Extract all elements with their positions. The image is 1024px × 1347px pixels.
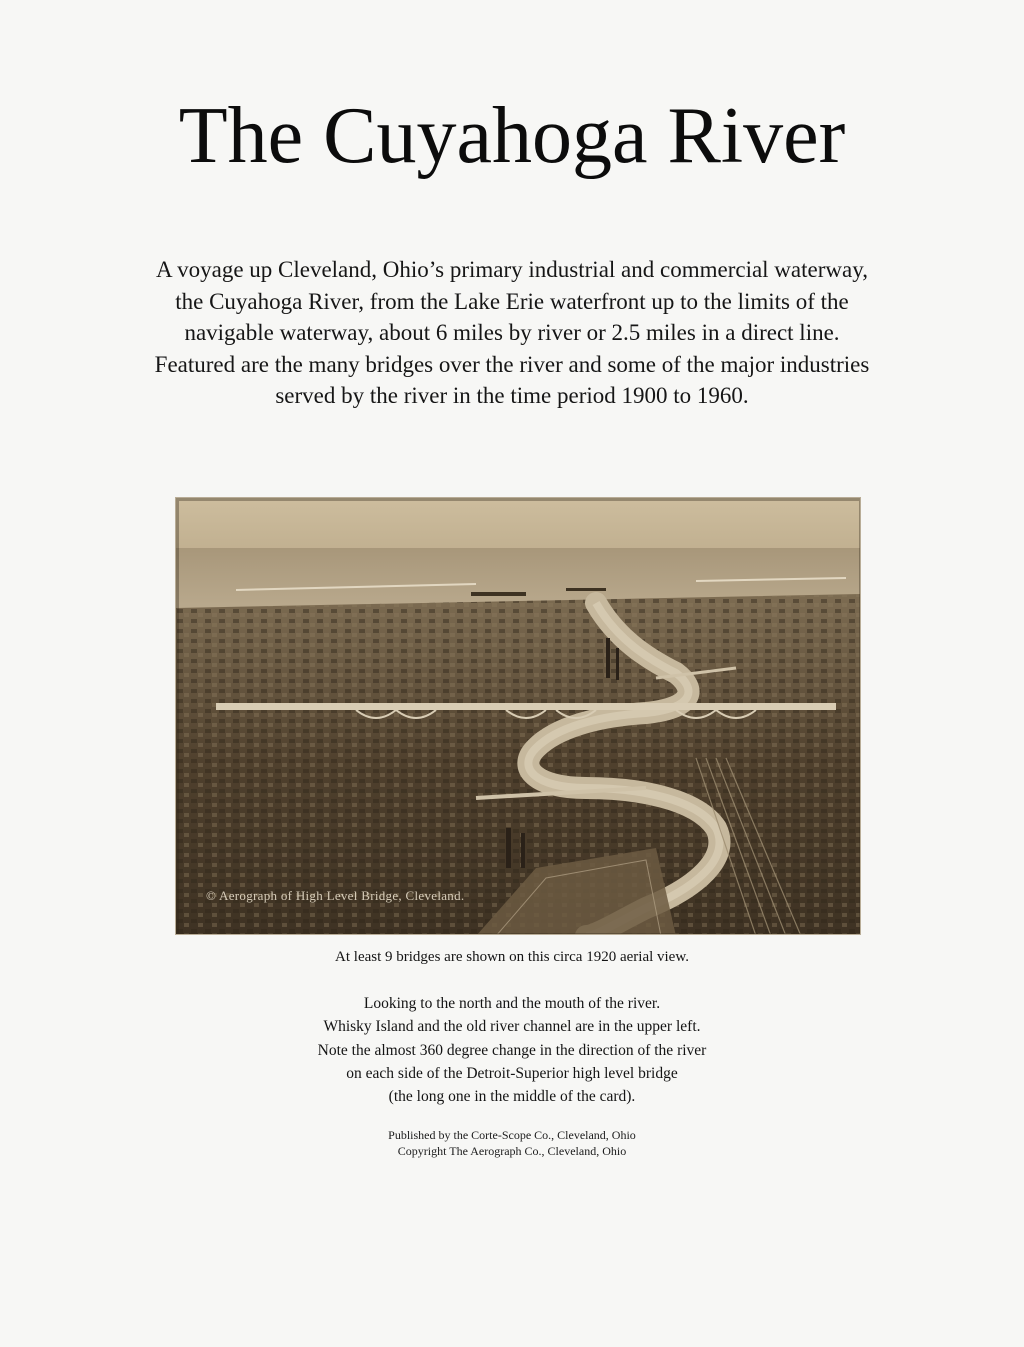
photo-description — [0, 992, 1024, 1108]
intro-line: served by the river in the time period 1900 to 1960. — [275, 383, 749, 408]
intro-line: Featured are the many bridges over the river and some of the major industries — [154, 351, 870, 377]
intro-line: A voyage up Cleveland, Ohio’s primary industrial and commercial waterway, — [156, 257, 868, 282]
description-line: on each side of the Detroit-Superior high level bridge — [346, 1064, 678, 1082]
description-line: Whisky Island and the old river channel are in the upper left. — [323, 1018, 701, 1036]
description-line: Looking to the north and the mouth of the river. — [363, 995, 661, 1012]
ship — [471, 592, 526, 596]
credit-line: Copyright The Aerograph Co., Cleveland, Ohio — [397, 1144, 627, 1158]
description-line: (the long one in the middle of the card). — [388, 1088, 636, 1106]
high-level-bridge — [216, 703, 836, 710]
ship — [566, 588, 606, 591]
aerial-photo-illustration — [176, 498, 861, 935]
description-line: Note the almost 360 degree change in the direction of the river — [317, 1041, 707, 1059]
intro-line: the Cuyahoga River, from the Lake Erie waterfront up to the limits of the — [175, 288, 849, 314]
page-title: The Cuyahoga River — [178, 92, 846, 180]
publisher-credits — [0, 1127, 1024, 1159]
photo-imprint-text: © Aerograph of High Level Bridge, Cleveland. — [206, 888, 465, 903]
intro-paragraph — [100, 254, 924, 412]
photo-caption: At least 9 bridges are shown on this circa 1920 aerial view. — [335, 949, 689, 965]
credit-line: Published by the Corte-Scope Co., Cleveland, Ohio — [388, 1128, 636, 1142]
aerial-photo-postcard — [175, 497, 861, 935]
intro-line: navigable waterway, about 6 miles by river or 2.5 miles in a direct line. — [184, 320, 840, 345]
